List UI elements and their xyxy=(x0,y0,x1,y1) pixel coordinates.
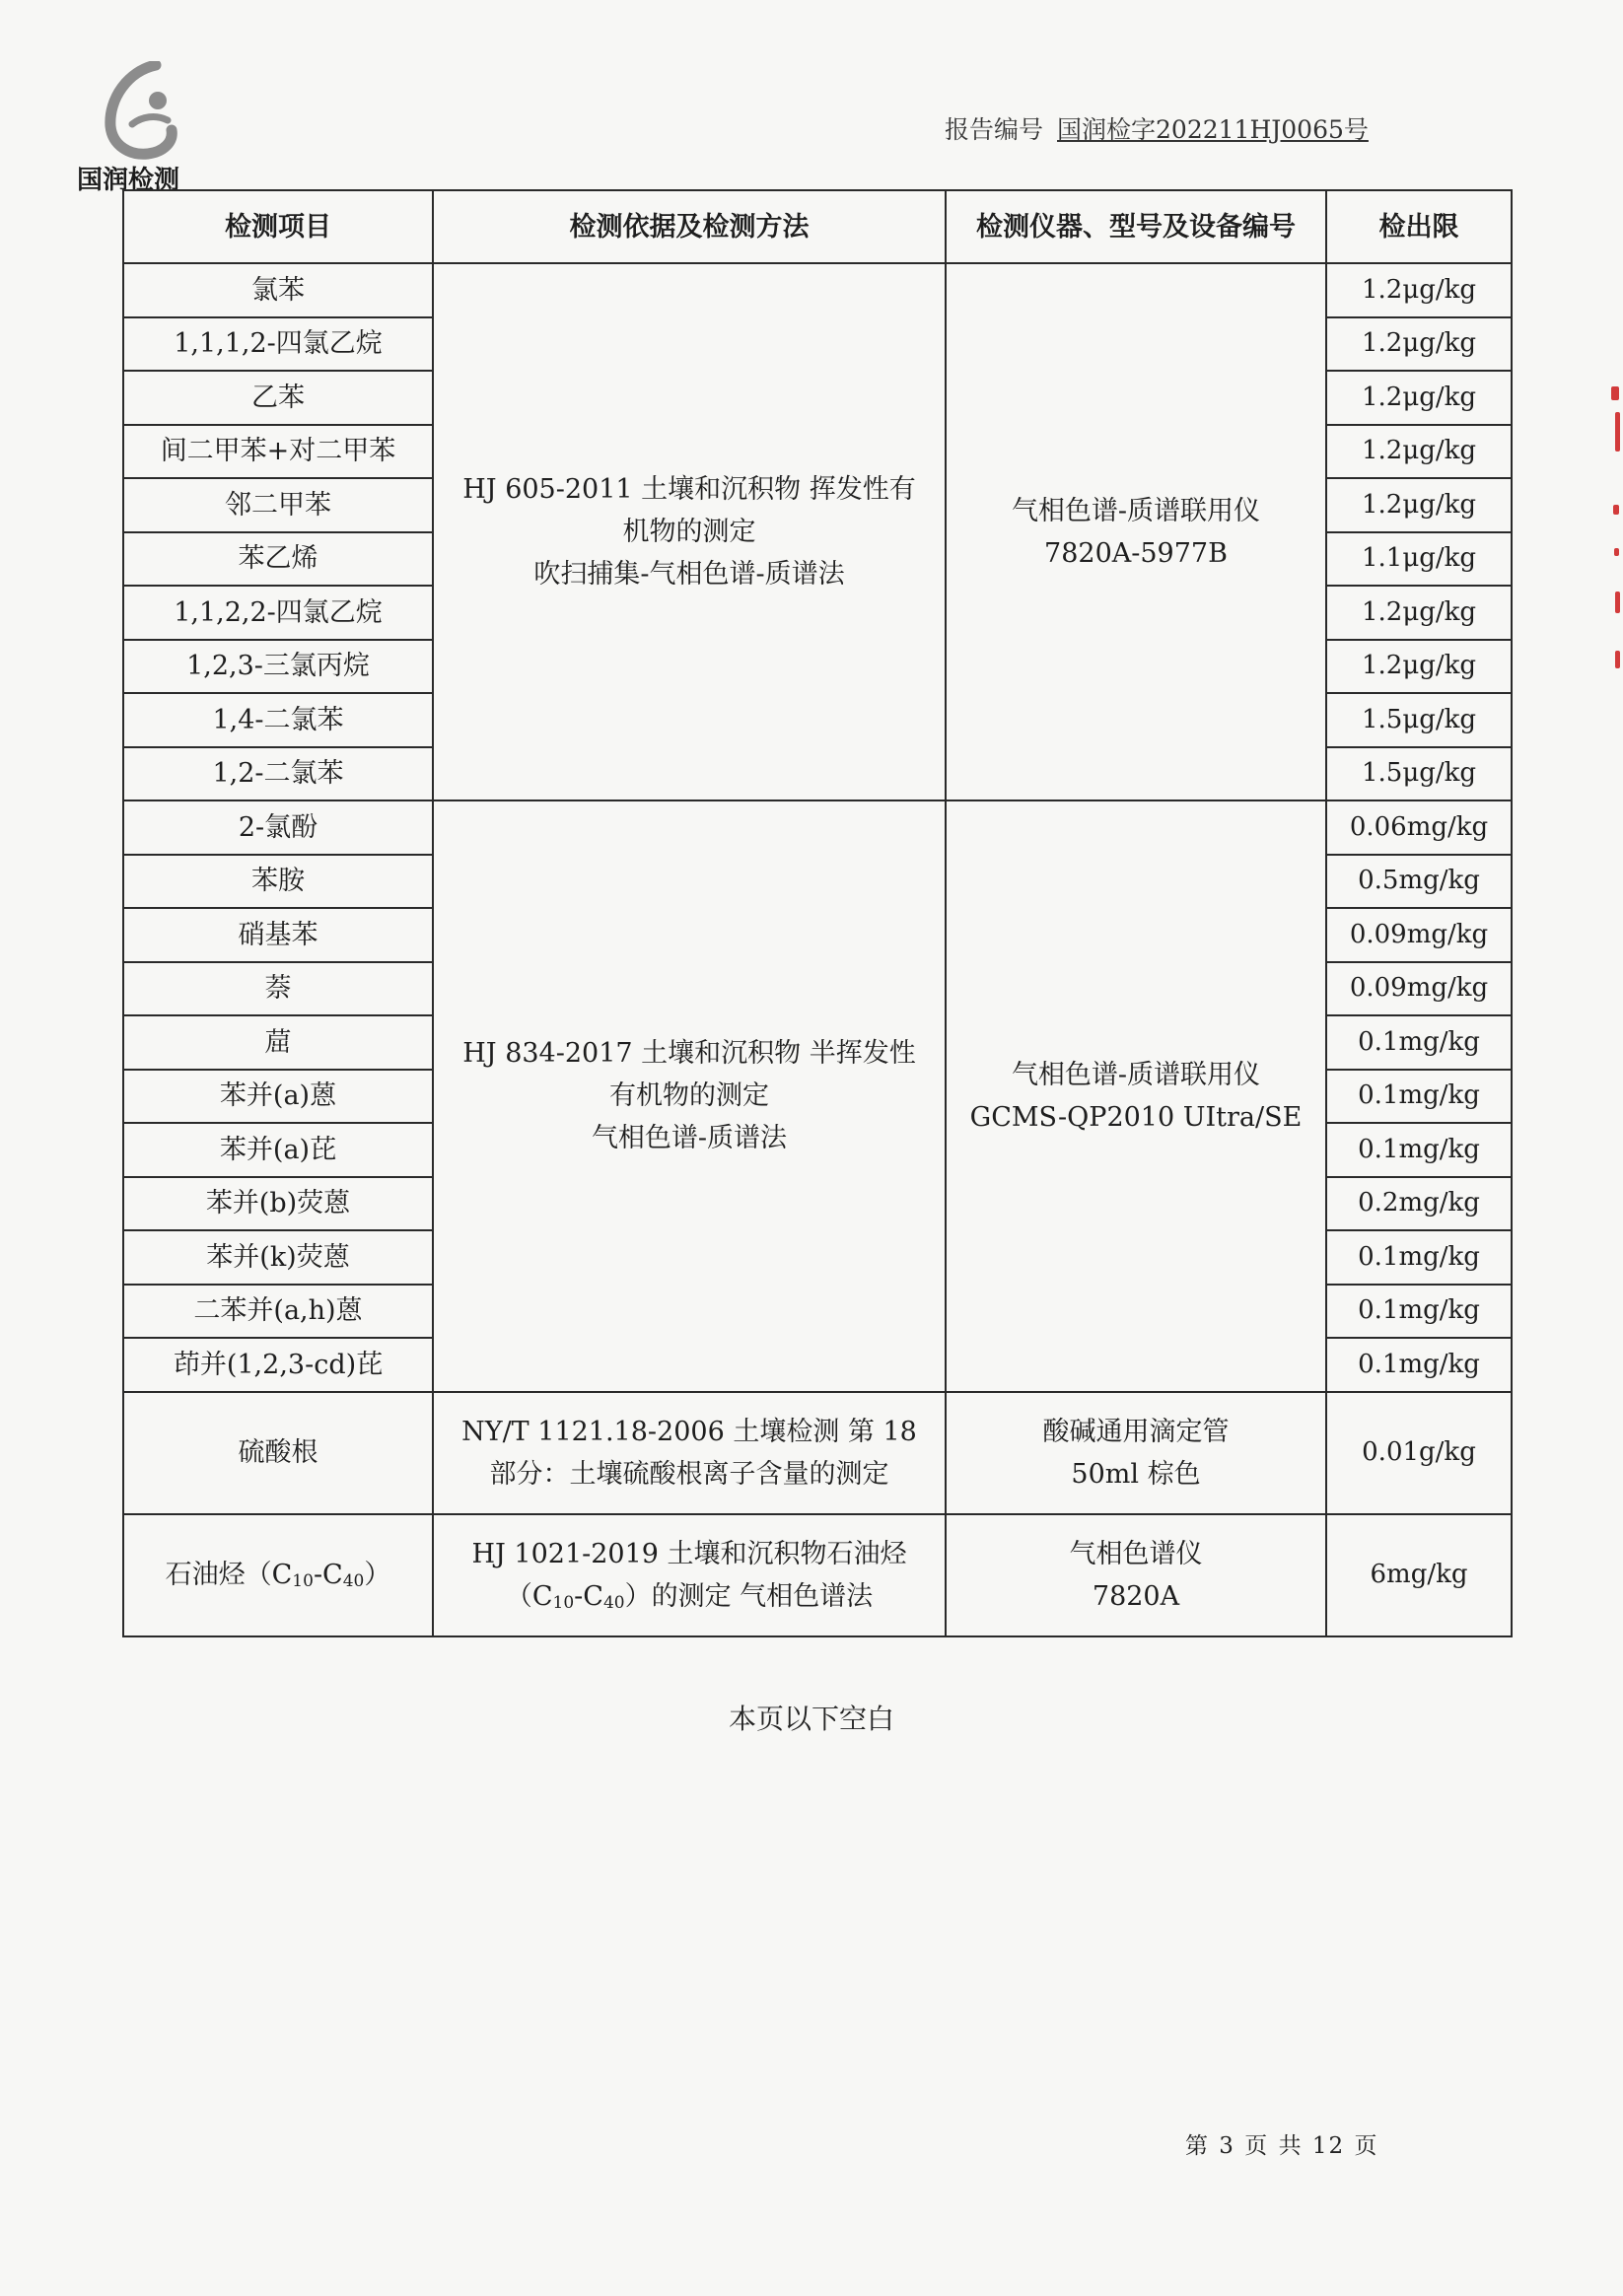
item-cell: 乙苯 xyxy=(123,371,433,425)
limit-cell: 1.2μg/kg xyxy=(1326,586,1512,640)
instrument-cell xyxy=(946,1392,1326,1514)
method-line: HJ 1021-2019 土壤和沉积物石油烃 xyxy=(471,1538,907,1569)
item-cell: 苯并(k)荧蒽 xyxy=(123,1230,433,1285)
limit-cell: 0.09mg/kg xyxy=(1326,908,1512,962)
item-cell: 苯胺 xyxy=(123,855,433,909)
limit-cell: 0.01g/kg xyxy=(1326,1392,1512,1514)
item-cell: 苯并(b)荧蒽 xyxy=(123,1177,433,1231)
column-header-limit: 检出限 xyxy=(1326,190,1512,263)
method-line: HJ 834-2017 土壤和沉积物 半挥发性 xyxy=(462,1038,916,1070)
column-header-instrument: 检测仪器、型号及设备编号 xyxy=(946,190,1326,263)
instrument-line: GCMS-QP2010 UItra/SE xyxy=(969,1101,1303,1133)
method-line: HJ 605-2011 土壤和沉积物 挥发性有 xyxy=(462,474,916,505)
method-line: 机物的测定 xyxy=(622,517,756,547)
item-cell: 萘 xyxy=(123,962,433,1016)
stamp-edge-mark xyxy=(1613,505,1619,515)
item-cell: 苯并(a)蒽 xyxy=(123,1070,433,1124)
limit-cell: 1.2μg/kg xyxy=(1326,640,1512,694)
item-cell xyxy=(123,1514,433,1636)
item-cell: 1,4-二氯苯 xyxy=(123,693,433,747)
logo-icon xyxy=(99,61,187,160)
limit-cell: 1.5μg/kg xyxy=(1326,747,1512,801)
method-cell xyxy=(433,263,946,800)
column-header-method: 检测依据及检测方法 xyxy=(433,190,946,263)
method-text: （C xyxy=(505,1580,553,1612)
limit-cell: 1.2μg/kg xyxy=(1326,263,1512,317)
item-cell: 1,1,2,2-四氯乙烷 xyxy=(123,586,433,640)
stamp-edge-mark xyxy=(1615,651,1620,668)
limit-cell: 1.2μg/kg xyxy=(1326,371,1512,425)
table-row xyxy=(123,800,1512,855)
method-line xyxy=(442,1575,937,1618)
limit-cell: 1.2μg/kg xyxy=(1326,317,1512,372)
method-cell xyxy=(433,1392,946,1514)
method-subscript: 10 xyxy=(552,1592,575,1613)
limit-cell: 1.2μg/kg xyxy=(1326,425,1512,479)
item-cell: 硫酸根 xyxy=(123,1392,433,1514)
limit-cell: 0.1mg/kg xyxy=(1326,1070,1512,1124)
method-line: 气相色谱-质谱法 xyxy=(591,1123,788,1154)
item-cell: 茚并(1,2,3-cd)芘 xyxy=(123,1338,433,1392)
limit-cell: 1.2μg/kg xyxy=(1326,478,1512,532)
instrument-line: 气相色谱-质谱联用仪 xyxy=(1011,495,1261,526)
item-cell: 2-氯酚 xyxy=(123,800,433,855)
item-cell: 苯乙烯 xyxy=(123,532,433,587)
limit-cell: 0.1mg/kg xyxy=(1326,1285,1512,1339)
method-line: 吹扫捕集-气相色谱-质谱法 xyxy=(533,559,845,590)
method-line: 部分：土壤硫酸根离子含量的测定 xyxy=(489,1458,889,1490)
limit-cell: 0.1mg/kg xyxy=(1326,1230,1512,1285)
item-cell: 1,2-二氯苯 xyxy=(123,747,433,801)
item-text: -C xyxy=(313,1560,343,1590)
instrument-line: 50ml 棕色 xyxy=(1071,1458,1201,1490)
method-cell xyxy=(433,800,946,1392)
blank-below-note: 本页以下空白 xyxy=(728,1703,894,1735)
report-number-value: 国润检字202211HJ0065号 xyxy=(1057,115,1369,144)
limit-cell: 0.06mg/kg xyxy=(1326,800,1512,855)
item-cell: 硝基苯 xyxy=(123,908,433,962)
item-subscript: 40 xyxy=(342,1571,365,1591)
table-row xyxy=(123,263,1512,317)
page-number: 第 3 页 共 12 页 xyxy=(1185,2133,1379,2159)
item-subscript: 10 xyxy=(292,1571,314,1591)
item-cell: 二苯并(a,h)蒽 xyxy=(123,1285,433,1339)
report-number xyxy=(945,110,1369,146)
method-subscript: 40 xyxy=(602,1592,625,1613)
instrument-line: 气相色谱-质谱联用仪 xyxy=(1011,1059,1261,1090)
limit-cell: 0.09mg/kg xyxy=(1326,962,1512,1016)
item-cell: 苯并(a)芘 xyxy=(123,1123,433,1177)
limit-cell: 0.5mg/kg xyxy=(1326,855,1512,909)
instrument-line: 7820A xyxy=(1092,1580,1180,1612)
item-text: ） xyxy=(364,1560,391,1590)
method-text: -C xyxy=(574,1580,603,1612)
method-text: ）的测定 气相色谱法 xyxy=(624,1580,874,1612)
instrument-cell xyxy=(946,1514,1326,1636)
instrument-line: 酸碱通用滴定管 xyxy=(1042,1416,1230,1447)
stamp-edge-mark xyxy=(1611,386,1619,400)
method-cell xyxy=(433,1514,946,1636)
stamp-edge-mark xyxy=(1615,412,1620,452)
method-line: 有机物的测定 xyxy=(609,1080,769,1112)
detection-table xyxy=(122,189,1513,1637)
table-row xyxy=(123,1514,1512,1636)
limit-cell: 1.5μg/kg xyxy=(1326,693,1512,747)
method-line: NY/T 1121.18-2006 土壤检测 第 18 xyxy=(461,1416,917,1447)
table-header-row xyxy=(123,190,1512,263)
limit-cell: 0.1mg/kg xyxy=(1326,1338,1512,1392)
limit-cell: 0.1mg/kg xyxy=(1326,1123,1512,1177)
item-cell: 1,1,1,2-四氯乙烷 xyxy=(123,317,433,372)
limit-cell: 6mg/kg xyxy=(1326,1514,1512,1636)
item-text: 石油烃（C xyxy=(165,1560,293,1590)
item-cell: 1,2,3-三氯丙烷 xyxy=(123,640,433,694)
limit-cell: 0.2mg/kg xyxy=(1326,1177,1512,1231)
logo-text: 国润检测 xyxy=(77,166,180,195)
item-cell: 邻二甲苯 xyxy=(123,478,433,532)
item-cell: 间二甲苯+对二甲苯 xyxy=(123,425,433,479)
table-row xyxy=(123,1392,1512,1514)
report-number-label: 报告编号 xyxy=(945,115,1044,144)
stamp-edge-mark xyxy=(1614,548,1619,556)
instrument-line: 气相色谱仪 xyxy=(1069,1538,1203,1569)
limit-cell: 1.1μg/kg xyxy=(1326,532,1512,587)
instrument-cell xyxy=(946,800,1326,1392)
company-logo xyxy=(77,61,205,194)
instrument-cell xyxy=(946,263,1326,800)
item-cell: 䓛 xyxy=(123,1015,433,1070)
instrument-line: 7820A-5977B xyxy=(1044,537,1228,569)
column-header-item: 检测项目 xyxy=(123,190,433,263)
item-cell: 氯苯 xyxy=(123,263,433,317)
stamp-edge-mark xyxy=(1615,591,1620,613)
limit-cell: 0.1mg/kg xyxy=(1326,1015,1512,1070)
